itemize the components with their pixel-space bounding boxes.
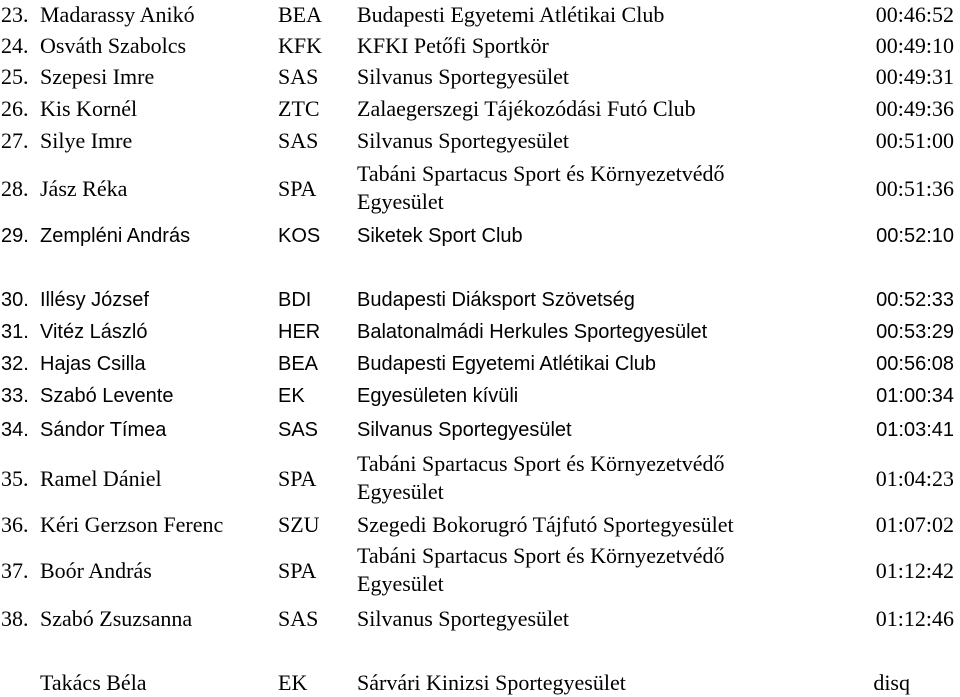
rank: 30. — [1, 289, 29, 311]
rank: 29. — [1, 225, 29, 247]
club-code: SAS — [278, 606, 319, 631]
club-code: SAS — [278, 64, 319, 89]
rank: 28. — [1, 176, 29, 201]
finish-time: 01:07:02 — [875, 512, 954, 537]
club-code: KOS — [278, 225, 321, 247]
club-name: Balatonalmádi Herkules Sportegyesület — [357, 321, 708, 343]
club-name — [357, 542, 724, 598]
finish-time: disq — [873, 670, 910, 695]
table-row — [0, 542, 960, 600]
club-code: SAS — [278, 128, 319, 153]
competitor-name: Boór András — [40, 558, 152, 583]
competitor-name: Osváth Szabolcs — [40, 33, 187, 58]
club-name-line-2: Egyesület — [357, 479, 444, 504]
club-code: KFK — [278, 33, 323, 58]
club-code: BDI — [278, 289, 312, 311]
competitor-name: Takács Béla — [40, 670, 147, 695]
rank: 23. — [1, 2, 29, 27]
club-name: KFKI Petőfi Sportkör — [357, 33, 549, 58]
rank: 27. — [1, 128, 29, 153]
rank: 35. — [1, 466, 29, 491]
club-code: HER — [278, 321, 321, 343]
competitor-name: Ramel Dániel — [40, 466, 162, 491]
competitor-name: Szabó Zsuzsanna — [40, 606, 193, 631]
finish-time: 00:52:10 — [876, 225, 954, 247]
club-name — [357, 450, 724, 506]
rank: 31. — [1, 321, 29, 343]
finish-time: 00:51:36 — [875, 176, 954, 201]
club-name — [357, 160, 724, 216]
table-row — [0, 160, 960, 218]
finish-time: 01:12:46 — [875, 606, 954, 631]
club-name: Siketek Sport Club — [357, 225, 523, 247]
competitor-name: Illésy József — [40, 289, 149, 311]
club-name: Szegedi Bokorugró Tájfutó Sportegyesület — [357, 512, 734, 537]
club-code: SAS — [278, 419, 319, 441]
finish-time: 00:53:29 — [876, 321, 954, 343]
competitor-name: Kis Kornél — [40, 96, 138, 121]
competitor-name: Vitéz László — [40, 321, 148, 343]
rank: 32. — [1, 353, 29, 375]
finish-time: 00:51:00 — [875, 128, 954, 153]
rank: 38. — [1, 606, 29, 631]
finish-time: 00:46:52 — [875, 2, 954, 27]
competitor-name: Szepesi Imre — [40, 64, 155, 89]
club-name-line-1: Tabáni Spartacus Sport és Környezetvédő — [357, 161, 725, 186]
club-name-line-2: Egyesület — [357, 571, 444, 596]
club-name: Silvanus Sportegyesület — [357, 64, 570, 89]
finish-time: 01:12:42 — [875, 558, 954, 583]
finish-time: 00:52:33 — [876, 289, 954, 311]
rank: 37. — [1, 558, 29, 583]
rank: 36. — [1, 512, 29, 537]
club-name: Zalaegerszegi Tájékozódási Futó Club — [357, 96, 696, 121]
competitor-name: Sándor Tímea — [40, 419, 167, 441]
competitor-name: Madarassy Anikó — [40, 2, 195, 27]
club-code: EK — [278, 670, 308, 695]
club-name-line-1: Tabáni Spartacus Sport és Környezetvédő — [357, 451, 725, 476]
competitor-name: Zempléni András — [40, 225, 191, 247]
club-name: Budapesti Egyetemi Atlétikai Club — [357, 2, 665, 27]
club-name: Budapesti Egyetemi Atlétikai Club — [357, 353, 657, 375]
club-name: Budapesti Diáksport Szövetség — [357, 289, 635, 311]
rank: 34. — [1, 419, 29, 441]
finish-time: 00:49:36 — [875, 96, 954, 121]
club-name-line-2: Egyesület — [357, 189, 444, 214]
club-name: Sárvári Kinizsi Sportegyesület — [357, 670, 626, 695]
club-name-line-1: Tabáni Spartacus Sport és Környezetvédő — [357, 543, 725, 568]
competitor-name: Hajas Csilla — [40, 353, 146, 375]
competitor-name: Szabó Levente — [40, 385, 174, 407]
rank: 25. — [1, 64, 29, 89]
finish-time: 00:49:10 — [875, 33, 954, 58]
club-code: SPA — [278, 176, 317, 201]
table-row — [0, 450, 960, 508]
club-code: SPA — [278, 466, 317, 491]
club-code: BEA — [278, 2, 322, 27]
club-code: ZTC — [278, 96, 320, 121]
club-code: SZU — [278, 512, 320, 537]
club-name: Silvanus Sportegyesület — [357, 606, 570, 631]
rank: 26. — [1, 96, 29, 121]
rank: 24. — [1, 33, 29, 58]
club-name: Egyesületen kívüli — [357, 385, 519, 407]
club-code: SPA — [278, 558, 317, 583]
club-code: EK — [278, 385, 305, 407]
finish-time: 01:00:34 — [876, 385, 954, 407]
finish-time: 00:49:31 — [875, 64, 954, 89]
club-code: BEA — [278, 353, 319, 375]
finish-time: 01:04:23 — [875, 466, 954, 491]
club-name: Silvanus Sportegyesület — [357, 419, 572, 441]
competitor-name: Jász Réka — [40, 176, 128, 201]
finish-time: 00:56:08 — [876, 353, 954, 375]
rank: 33. — [1, 385, 29, 407]
finish-time: 01:03:41 — [876, 419, 954, 441]
competitor-name: Silye Imre — [40, 128, 133, 153]
club-name: Silvanus Sportegyesület — [357, 128, 570, 153]
competitor-name: Kéri Gerzson Ferenc — [40, 512, 224, 537]
